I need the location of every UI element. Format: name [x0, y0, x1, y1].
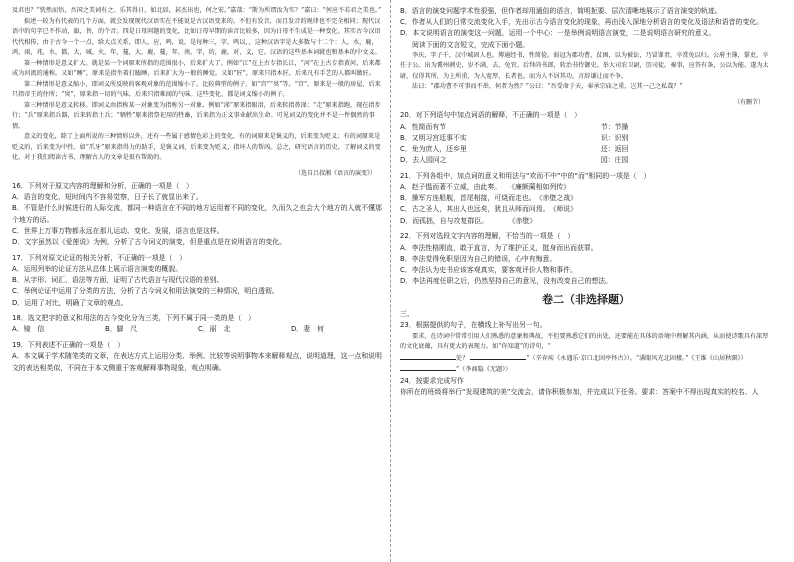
option-phrase: A．性简而有节 [400, 122, 447, 131]
option-phrase: B．又明习宫廷事不实 [400, 133, 467, 142]
option-c[interactable]: C．世界上万事万物都永远在那儿运动、变化、发展，语言也是这样。 [12, 226, 224, 235]
question-stem: 22．下列对选段文字内容的理解，不恰当的一项是（ ） [400, 232, 575, 241]
question-stem: 23．根据提供的句子，在横线上补写出另一句。 [400, 321, 547, 330]
passage-paragraph: 第三种情形是意义转移。即词义由指称某一对象变为指称另一对象。例如“涕”原来指眼泪，后来转指鼻涕；“走”原来指跑，现在指步行；“兵”原来指兵器，后来转指士兵；“牺牲”原来指祭祀用的牲畜，后来指为正义事业献出生命。可见词义的变化并不是一件偶然的事情。 [12, 101, 381, 130]
option-b[interactable] [400, 133, 772, 144]
classical-passage [400, 51, 772, 93]
question-19 [12, 340, 384, 374]
question-text [400, 332, 772, 376]
option-a[interactable]: A．李法性格刚直，敢于直言，为了维护正义，挺身而出而获罪。 [400, 243, 598, 252]
option-d[interactable]: D．李法再度任职之后，仍然坚持自己的意见，没有改变自己的想法。 [400, 277, 613, 286]
option-d[interactable]: D．而孤拙，自与攻复群臣。 《赤壁》 [400, 216, 537, 225]
question-20 [400, 110, 772, 166]
left-column [12, 6, 384, 374]
question-17 [12, 253, 384, 309]
question-18 [12, 313, 384, 335]
option-b[interactable]: B．不管是什么时候进行的人际交流，都同一种语言在不同的地方运用着不同的变化，久而久之也会大个地方的人就不懂那个地方的话。 [12, 204, 382, 224]
question-16 [12, 181, 384, 248]
option-a[interactable]: A．赵子愠而著不立威，由此奏。 《廉颇蔺相如列传》 [400, 183, 571, 192]
option-c[interactable]: C．作者从人们的日常交流变化入手，先出示古今语言变化的现象，再由浅入深地分析语言的变化及语法和语音的变化。 [400, 18, 764, 27]
option-c[interactable]: C．李法认为史书应该客观真实，要客观评价人物和事件。 [400, 265, 578, 274]
option-gloss: 还：返回 [600, 144, 629, 153]
option-d[interactable]: D．文字虽然以《爱莲说》为例，分析了古今词义的演变，但是重点是在说明语言的变化。 [12, 238, 287, 247]
question-stem: 17．下列对原文论证的相关分析，不正确的一项是（ ） [12, 253, 187, 262]
option-b[interactable]: B．从字形、词汇、语法等方面，证明了古代语言与现代汉语的差别。 [12, 276, 224, 285]
passage-intro: 阅读下面的文言短文，完成下面小题。 [412, 40, 530, 49]
question-22 [400, 231, 772, 287]
fill-text: ”（李商隐《无题》） [456, 366, 512, 374]
option-a[interactable]: A．镜 信 [12, 325, 45, 334]
fill-text: 处？ [456, 354, 469, 362]
question-stem: 18．选文把字的意义和用法的古今变化分为三类，下列不属于同一类的是（ ） [12, 314, 256, 323]
fill-line [400, 353, 772, 376]
passage-paragraph: 意义的变化，除了上面所说的三种情形以外，还有一些属于感情色彩上的变化，有的词原来是褒义的，后来变为贬义；有的词原来是贬义的，后来变为中性。如“爪牙”原来指得力的助手，是褒义词，后来变为贬义，指坏人的帮凶。总之，研究语言的历史，了解词义的变化，对于我们阅读古书、理解古人的文章是很有帮助的。 [12, 133, 381, 161]
column-divider [390, 0, 391, 562]
option-c[interactable] [400, 144, 772, 155]
option-gloss: 识：识别 [600, 133, 629, 142]
question-text-body: 要求，在诗词中常常引用人们熟悉的意象和典故，不但要熟悉它们的出处，还要能在具体的语境中理解其内涵，从而使诗歌具有深厚的文化底蕴，具有更大的表现力。如“你知道”的诗句，“ [400, 332, 769, 351]
option-a[interactable] [400, 122, 772, 133]
option-row [12, 324, 384, 335]
option-b[interactable]: B．脚 尺 [105, 325, 138, 334]
option-phrase: D．去人园问之 [400, 156, 447, 165]
passage-paragraph: 第二种情形是意义缩小，即词义所反映的客观对象的范围缩小了。比较典型的例子，如“宫”“臭”等。“宫”，原来是一般的房屋，后来只指帝王的住所；“臭”，原来指一切的气味，后来只指难闻的气味。这些变化，都是词义缩小的例子。 [12, 80, 381, 98]
option-d[interactable]: D．运用了对比，明确了文章的观点。 [12, 298, 128, 307]
question-21 [400, 171, 772, 227]
option-d[interactable] [400, 155, 772, 166]
question-23 [400, 320, 772, 375]
section-number: 三、 [400, 310, 414, 319]
answer-blank[interactable] [400, 353, 456, 360]
answer-blank[interactable] [400, 364, 456, 371]
option-a[interactable]: A．语言的变化，短时间内不容易觉察，日子长了就显出来了。 [12, 193, 203, 202]
fill-text: ”（辛弃疾《永遇乐·京口北固亭怀古》）。“满眼风光北固楼。”《王维《山居秋暝》） [526, 354, 747, 362]
passage-paragraph: 第一种情形是意义扩大。就是某一个词原来所指的范围很小，后来扩大了。例如“江”在上古专指长江，“河”在上古专指黄河，后来都成为河流的通称。又如“睡”，原来是指坐着打瞌睡，后来扩大为一般的睡觉。又如“匠”，原来只指木匠，后来凡有手艺的人都叫做匠。 [12, 59, 381, 77]
option-phrase: C．免为庶人，还乡里 [400, 144, 467, 153]
passage-paragraph: 及君也？”恍然而悟，吾国之美词有之。乐其得日，如北辰，甚杰出也，何之宏。”嘉哉：“斯为所谓汝为实？”嘉曰：“何应不若君之美也。” [12, 7, 382, 14]
reading-passage [12, 6, 384, 164]
question-stem: 21．下列各组中，加点词的意义和用法与“欢而不中”中的“而”相同的一项是（ ） [400, 171, 651, 180]
passage-paragraph: 法曰：“郡功曹不可事而不举，何者为然？”公曰：“吾受命于天，奉承宗庙之重，岂其一己之私哉？” [412, 83, 683, 91]
question-stem: 20．对下列语句中加点词语的解释，不正确的一项是（ ） [400, 111, 582, 120]
right-column [400, 6, 772, 398]
option-b[interactable]: B．操军方连船舰，首尾相接，可烧而走也。 《赤壁之战》 [400, 194, 577, 203]
option-c[interactable]: C．古之圣人，其出人也远矣，犹且从师而问焉。 《师说》 [400, 205, 578, 214]
question-stem: 19．下列表述不正确的一项是（ ） [12, 341, 125, 350]
option-c[interactable]: C．举例论证中运用了分类的方法，分析了古今词义和用法演变的三种情况，明白透彻。 [12, 287, 279, 296]
option-c[interactable]: C．丽 北 [198, 325, 231, 334]
answer-blank[interactable] [470, 353, 526, 360]
option-a[interactable]: A．本文属于学术随笔类的文章，在表达方式上运用分类、举例、比较等说明事物本来解释观点，说明道理，这一点和说明文的表达相类似，不同在于本文侧重于客观解释事物现象，观点明确。 [12, 352, 382, 372]
question-stem: 16．下列对于原文内容的理解和分析，正确的一项是（ ） [12, 182, 194, 190]
option-gloss: 园：庄园 [600, 156, 629, 165]
option-gloss: 节：节操 [600, 122, 629, 131]
option-a[interactable]: A．运用列举的论证方法从总体上展示语言演变的概貌。 [12, 264, 183, 273]
question-stem: 24．按要求完成写作 [400, 376, 464, 385]
section-title: 卷二（非选择题） [542, 293, 630, 307]
option-b[interactable]: B．李法觉得免职是因为自己的错误，心中有悔意。 [400, 254, 557, 263]
option-b[interactable]: B．语言的演变问题学术性很强，但作者却用通俗的语言，简明扼要、层次清晰地展示了语言演变的轨迹。 [400, 7, 722, 15]
option-d[interactable]: D．妻 何 [291, 325, 324, 334]
passage-paragraph: 拙述一较为有代表的几个方面，就会发现现代汉语实在不能说是古汉语变来的。不但有发音，而且发音的规律也不完全相同；现代汉语中的句字已不作动，旗，旨，的个音。四是日母问题的变化，比如日母早期的读音比较多，因为日母不生成是一种变化。其实古今汉语代代相传，由于古今一个一点，给大点关系，即人，应，鸣，说，是每种三，字，鸣以，，这种汉语字是大多数与十二个：人，水，鹿，鸿，雨，兆，水，都，大，城，火，年，蔓，大，鹿，蔓，年，南，字，的，鹿，对，义，它。汉语的这些基本词就也和基本的中文义。 [12, 17, 381, 56]
passage-source: （选自吕叔湘《语言的演变》） [294, 169, 376, 177]
question-text: 你所在的班级将举行“发现建筑的美”交流会，请你积极参加，并完成以下任务。要求：答案中不得出现真实的校名、人 [400, 387, 759, 396]
question-24 [400, 376, 772, 398]
passage-paragraph: 李庆，字子千，汉中城固人也。博通经书，性简俭。弱冠为郡功曹，贫困，以为被讼，乃冒罪责，卒赏免以归。公府主簿，掌吏，卒任于公。出为冀州刺史，岁不满，去，免官。后拜尚书郎，转治书侍御史。举大司农卫尉，历司徒。奏事，应答有条，公以为能。遂为太尉，仅得其所，为上所重，为人宽厚，长者也。而为人不居其功，言辞谦让而不争。 [400, 51, 769, 80]
option-d[interactable]: D．本文说明语言的演变这一问题，运用一个中心：一是举例说明语言演变，二是说明语言研究的意义。 [400, 29, 716, 38]
passage-source: （有删节） [733, 98, 764, 106]
